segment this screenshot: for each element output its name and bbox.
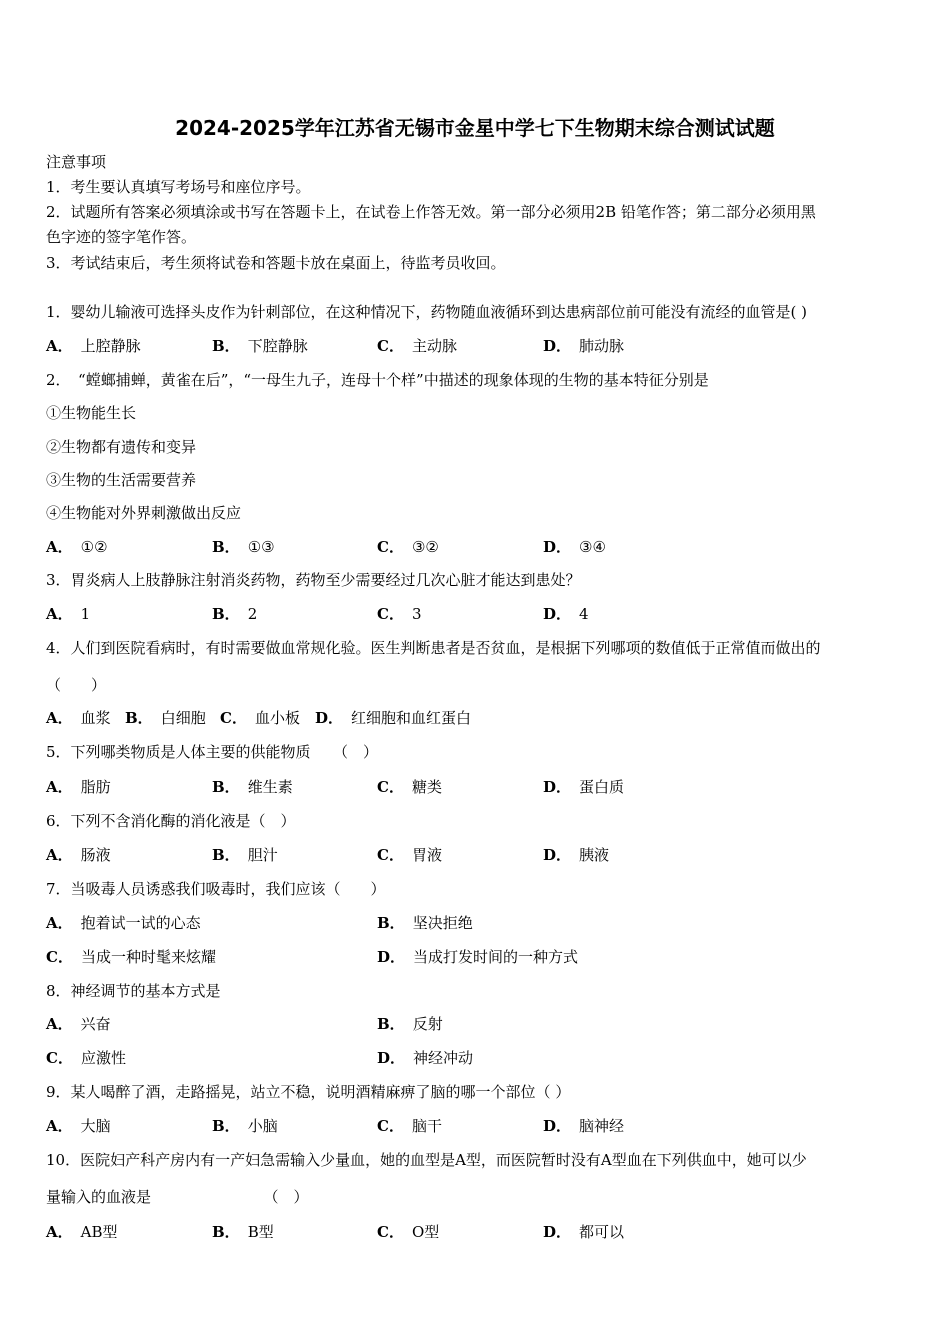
- question-4-stem: 4．人们到医院看病时，有时需要做血常规化验。医生判断患者是否贫血，是根据下列哪项的数值低于正常值而做出的: [46, 639, 821, 657]
- question-8-stem: 8．神经调节的基本方式是: [46, 982, 221, 1000]
- option-text: ①②: [80, 538, 108, 556]
- q9-option-d[interactable]: [543, 1116, 624, 1136]
- option-text: 红细胞和血红蛋白: [351, 709, 472, 727]
- option-text: 血浆: [80, 709, 111, 727]
- option-letter: C．: [220, 709, 247, 727]
- option-text: 上腔静脉: [80, 337, 141, 355]
- option-letter: D．: [377, 1049, 406, 1067]
- option-text: 肺动脉: [579, 337, 625, 355]
- option-letter: A．: [46, 538, 73, 556]
- option-text: ③④: [579, 538, 606, 556]
- q2-subitem: ①生物能生长: [46, 404, 137, 422]
- q2-subitem: ③生物的生活需要营养: [46, 471, 197, 489]
- q2-option-a[interactable]: [46, 537, 108, 557]
- notice-item: 3．考试结束后，考生须将试卷和答题卡放在桌面上，待监考员收回。: [46, 254, 506, 272]
- option-text: 3: [411, 605, 422, 623]
- option-letter: A．: [46, 709, 73, 727]
- q3-option-b[interactable]: [212, 604, 257, 624]
- q8-option-a[interactable]: [46, 1014, 111, 1034]
- option-letter: D．: [543, 778, 572, 796]
- q3-option-a[interactable]: [46, 604, 90, 624]
- option-letter: B．: [212, 605, 240, 623]
- option-letter: D．: [543, 337, 572, 355]
- option-letter: D．: [543, 538, 572, 556]
- option-text: ③②: [411, 538, 439, 556]
- option-text: 脑神经: [579, 1117, 625, 1135]
- option-text: 蛋白质: [579, 778, 625, 796]
- q4-option-d[interactable]: [315, 708, 471, 728]
- option-letter: B．: [212, 1117, 240, 1135]
- q10-option-a[interactable]: [46, 1222, 118, 1242]
- q3-option-d[interactable]: [543, 604, 589, 624]
- option-text: 脂肪: [80, 778, 111, 796]
- page-title: 2024-2025学年江苏省无锡市金星中学七下生物期末综合测试试题: [175, 116, 775, 140]
- option-text: 大脑: [80, 1117, 111, 1135]
- question-1-stem: 1．婴幼儿输液可选择头皮作为针刺部位，在这种情况下，药物随血液循环到达患病部位前可能没有流经的血管是( ): [46, 303, 808, 321]
- q10-option-c[interactable]: [377, 1222, 439, 1242]
- option-text: 主动脉: [411, 337, 457, 355]
- notice-heading: 注意事项: [46, 153, 107, 171]
- option-letter: C．: [377, 1117, 404, 1135]
- q5-option-b[interactable]: [212, 777, 293, 797]
- option-letter: A．: [46, 1015, 73, 1033]
- q9-option-b[interactable]: [212, 1116, 278, 1136]
- q6-option-c[interactable]: [377, 845, 442, 865]
- question-7-stem: 7．当吸毒人员诱惑我们吸毒时，我们应该（ ）: [46, 880, 386, 898]
- option-letter: A．: [46, 337, 73, 355]
- option-text: 应激性: [80, 1049, 126, 1067]
- q2-option-c[interactable]: [377, 537, 439, 557]
- option-text: 抱着试一试的心态: [80, 914, 201, 932]
- option-letter: D．: [543, 846, 572, 864]
- option-letter: D．: [543, 1117, 572, 1135]
- option-letter: A．: [46, 778, 73, 796]
- option-letter: B．: [377, 1015, 405, 1033]
- option-letter: C．: [46, 1049, 73, 1067]
- question-4-stem-cont: （ ）: [46, 676, 107, 694]
- option-letter: C．: [377, 1223, 404, 1241]
- q7-option-d[interactable]: [377, 947, 578, 967]
- q2-option-d[interactable]: [543, 537, 606, 557]
- option-text: 都可以: [579, 1223, 625, 1241]
- q5-option-a[interactable]: [46, 777, 111, 797]
- option-letter: C．: [377, 846, 404, 864]
- option-letter: A．: [46, 1223, 73, 1241]
- q8-option-c[interactable]: [46, 1048, 126, 1068]
- option-text: ①③: [247, 538, 275, 556]
- q5-option-d[interactable]: [543, 777, 624, 797]
- option-letter: A．: [46, 1117, 73, 1135]
- option-letter: B．: [377, 914, 405, 932]
- q9-option-a[interactable]: [46, 1116, 111, 1136]
- q6-option-b[interactable]: [212, 845, 278, 865]
- option-text: 反射: [412, 1015, 443, 1033]
- question-10-stem: 10．医院妇产科产房内有一产妇急需输入少量血，她的血型是A型，而医院暂时没有A型血在下列供血中，她可以少: [46, 1151, 807, 1169]
- option-text: 4: [579, 605, 589, 623]
- q5-option-c[interactable]: [377, 777, 442, 797]
- option-letter: D．: [543, 605, 572, 623]
- option-letter: B．: [212, 1223, 240, 1241]
- notice-item: 2．试题所有答案必须填涂或书写在答题卡上，在试卷上作答无效。第一部分必须用2B 铅笔作答；第二部分必须用黑: [46, 203, 816, 221]
- option-letter: B．: [212, 778, 240, 796]
- option-text: 肠液: [80, 846, 111, 864]
- option-text: 1: [80, 605, 91, 623]
- option-letter: D．: [377, 948, 406, 966]
- option-text: 当成一种时髦来炫耀: [80, 948, 216, 966]
- option-letter: B．: [212, 846, 240, 864]
- q8-option-d[interactable]: [377, 1048, 473, 1068]
- q4-option-a[interactable]: [46, 708, 111, 728]
- option-text: 血小板: [254, 709, 300, 727]
- option-text: B型: [247, 1223, 274, 1241]
- q1-option-d[interactable]: [543, 336, 624, 356]
- q7-option-c[interactable]: [46, 947, 216, 967]
- q2-subitem: ②生物都有遗传和变异: [46, 438, 197, 456]
- q7-option-b[interactable]: [377, 913, 473, 933]
- option-text: 2: [247, 605, 258, 623]
- option-text: AB型: [80, 1223, 118, 1241]
- option-letter: A．: [46, 914, 73, 932]
- option-letter: D．: [315, 709, 344, 727]
- q9-option-c[interactable]: [377, 1116, 442, 1136]
- option-text: 下腔静脉: [247, 337, 308, 355]
- question-9-stem: 9．某人喝醉了酒，走路摇晃，站立不稳，说明酒精麻痹了脑的哪一个部位（ ）: [46, 1083, 571, 1101]
- option-letter: B．: [125, 709, 153, 727]
- q2-option-b[interactable]: [212, 537, 275, 557]
- q10-option-b[interactable]: [212, 1222, 274, 1242]
- option-text: 胆汁: [247, 846, 278, 864]
- option-text: 胰液: [579, 846, 610, 864]
- q10-option-d[interactable]: [543, 1222, 624, 1242]
- option-text: 脑干: [411, 1117, 442, 1135]
- q1-option-a[interactable]: [46, 336, 141, 356]
- option-text: 白细胞: [160, 709, 206, 727]
- option-letter: C．: [377, 778, 404, 796]
- option-letter: A．: [46, 605, 73, 623]
- option-text: 兴奋: [80, 1015, 111, 1033]
- q2-subitem: ④生物能对外界刺激做出反应: [46, 504, 242, 522]
- q1-option-b[interactable]: [212, 336, 308, 356]
- q1-option-c[interactable]: [377, 336, 457, 356]
- q7-option-a[interactable]: [46, 913, 201, 933]
- notice-item: 色字迹的签字笔作答。: [46, 228, 197, 246]
- q6-option-a[interactable]: [46, 845, 111, 865]
- q6-option-d[interactable]: [543, 845, 609, 865]
- question-3-stem: 3．胃炎病人上肢静脉注射消炎药物，药物至少需要经过几次心脏才能达到患处？: [46, 571, 581, 589]
- question-6-stem: 6．下列不含消化酶的消化液是（ ）: [46, 812, 296, 830]
- option-letter: A．: [46, 846, 73, 864]
- q8-option-b[interactable]: [377, 1014, 443, 1034]
- option-text: 小脑: [247, 1117, 278, 1135]
- q3-option-c[interactable]: [377, 604, 422, 624]
- notice-item: 1．考生要认真填写考场号和座位序号。: [46, 178, 311, 196]
- option-letter: D．: [543, 1223, 572, 1241]
- option-letter: C．: [46, 948, 73, 966]
- option-letter: C．: [377, 538, 404, 556]
- option-text: 糖类: [411, 778, 442, 796]
- option-text: 坚决拒绝: [412, 914, 473, 932]
- option-letter: C．: [377, 337, 404, 355]
- question-5-stem: 5．下列哪类物质是人体主要的供能物质 （ ）: [46, 743, 379, 761]
- question-2-stem: 2． “螳螂捕蝉，黄雀在后”，“一母生九子，连母十个样”中描述的现象体现的生物的基本特征分别是: [46, 371, 709, 389]
- option-text: O型: [411, 1223, 440, 1241]
- option-text: 神经冲动: [413, 1049, 474, 1067]
- question-10-stem-cont: 量输入的血液是 （ ）: [46, 1188, 309, 1206]
- option-letter: B．: [212, 538, 240, 556]
- option-letter: B．: [212, 337, 240, 355]
- q4-option-b[interactable]: [125, 708, 206, 728]
- q4-option-c[interactable]: [220, 708, 300, 728]
- option-text: 维生素: [247, 778, 293, 796]
- option-text: 当成打发时间的一种方式: [413, 948, 579, 966]
- option-letter: C．: [377, 605, 404, 623]
- option-text: 胃液: [411, 846, 442, 864]
